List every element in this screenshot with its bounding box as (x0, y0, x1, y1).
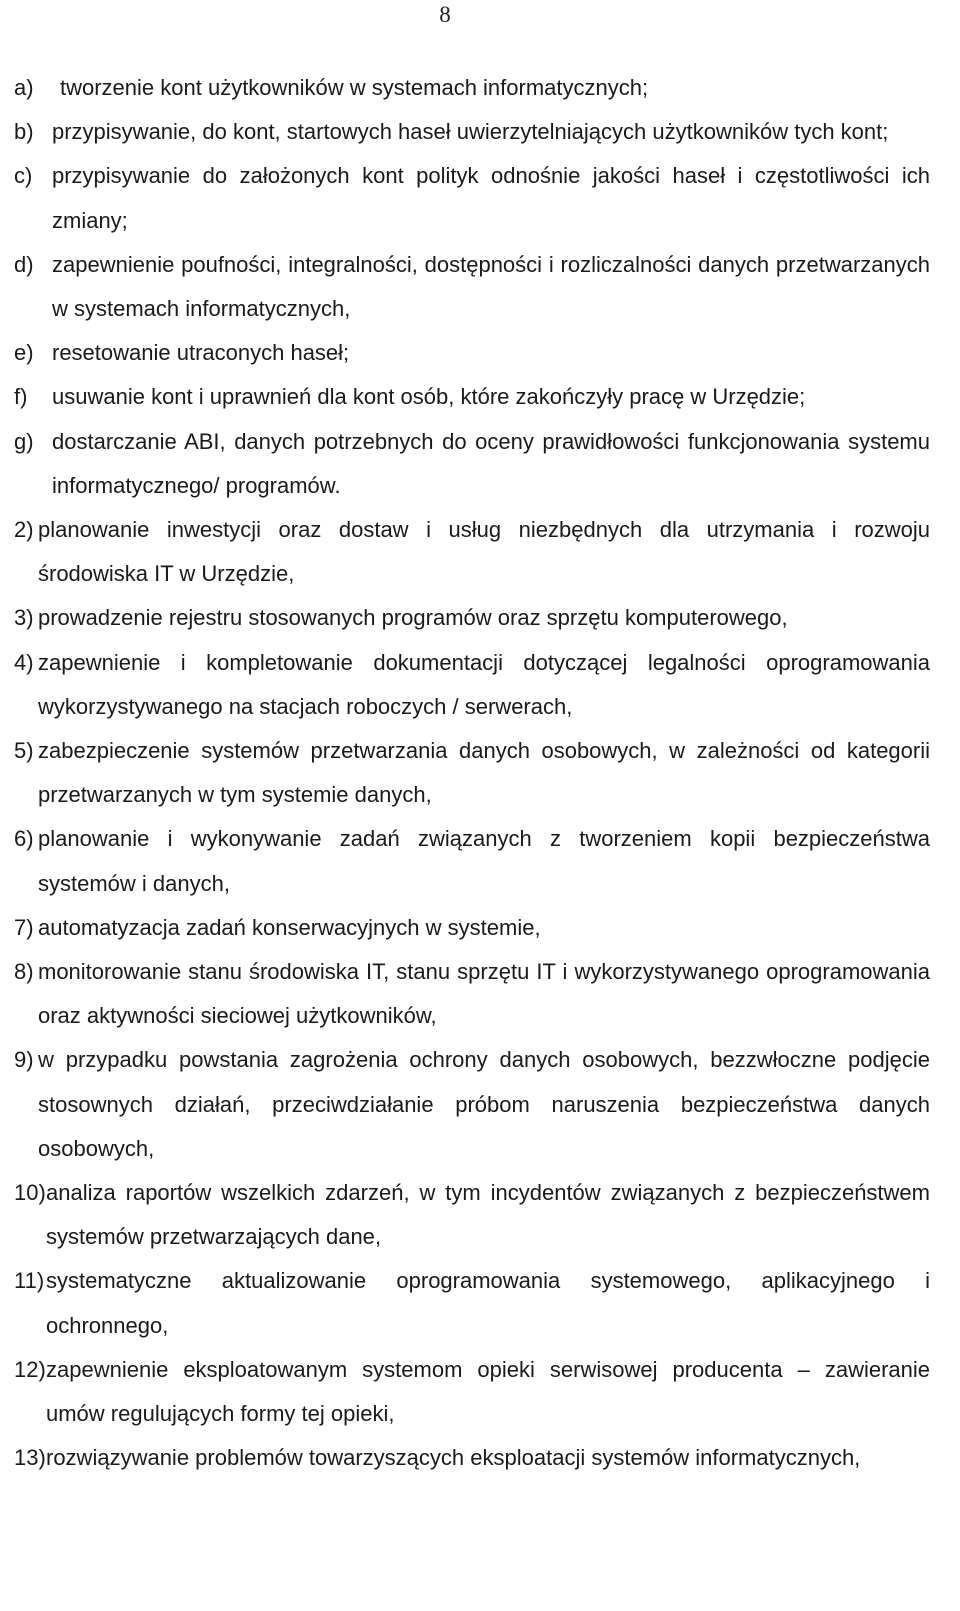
list-marker: 12) (14, 1356, 46, 1382)
list-marker: e) (14, 340, 34, 366)
list-marker: b) (14, 119, 34, 145)
list-item-d (14, 243, 930, 331)
list-marker: 11) (14, 1268, 45, 1294)
list-item-text: zapewnienie poufności, integralności, dostępności i rozliczalności danych przetwarzanych w systemach informatycznych, (52, 251, 930, 322)
list-item-9 (14, 1038, 930, 1171)
list-item-12 (14, 1348, 930, 1436)
list-item-g (14, 420, 930, 508)
list-item-text: resetowanie utraconych haseł; (52, 340, 350, 366)
list-item-3 (14, 596, 930, 640)
list-item-8 (14, 950, 930, 1038)
list-marker: 10) (14, 1180, 46, 1206)
list-item-text: tworzenie kont użytkowników w systemach informatycznych; (60, 75, 649, 100)
list-item-text: prowadzenie rejestru stosowanych programów oraz sprzętu komputerowego, (38, 605, 788, 631)
list-item-11 (14, 1259, 930, 1347)
list-item-text: analiza raportów wszelkich zdarzeń, w tym incydentów związanych z bezpieczeństwem systemów przetwarzających dane, (46, 1180, 930, 1250)
list-item-b (14, 110, 930, 154)
list-item-text: planowanie inwestycji oraz dostaw i usług niezbędnych dla utrzymania i rozwoju środowiska IT w Urzędzie, (38, 517, 930, 587)
list-marker: 13) (14, 1445, 46, 1471)
list-item-10 (14, 1171, 930, 1259)
list-item-7 (14, 906, 930, 950)
list-item-13 (14, 1436, 930, 1480)
list-item-4 (14, 641, 930, 729)
list-marker: 2) (14, 517, 34, 543)
list-marker: g) (14, 428, 34, 454)
list-item-text: automatyzacja zadań konserwacyjnych w systemie, (38, 914, 541, 940)
list-marker: 8) (14, 959, 34, 985)
list-item-e (14, 331, 930, 375)
numbered-list (14, 508, 930, 1480)
list-item-5 (14, 729, 930, 817)
list-item-text: zapewnienie i kompletowanie dokumentacji dotyczącej legalności oprogramowania wykorzystywanego na stacjach roboczych / serwerach, (38, 649, 930, 719)
list-item-text: planowanie i wykonywanie zadań związanych z tworzeniem kopii bezpieczeństwa systemów i danych, (38, 826, 930, 896)
list-item-text: zapewnienie eksploatowanym systemom opieki serwisowej producenta – zawieranie umów regulujących formy tej opieki, (46, 1356, 930, 1427)
list-marker: 4) (14, 649, 34, 675)
list-item-a (14, 66, 930, 110)
list-item-f (14, 375, 930, 419)
list-item-text: przypisywanie do założonych kont polityk odnośnie jakości haseł i częstotliwości ich zmiany; (52, 163, 930, 233)
list-marker: 6) (14, 826, 34, 852)
document-body (14, 66, 930, 1481)
list-item-6 (14, 817, 930, 905)
list-item-text: monitorowanie stanu środowiska IT, stanu sprzętu IT i wykorzystywanego oprogramowania oraz aktywności sieciowej użytkowników, (38, 959, 930, 1029)
list-marker: 7) (14, 914, 34, 940)
list-item-text: dostarczanie ABI, danych potrzebnych do oceny prawidłowości funkcjonowania systemu informatycznego/ programów. (52, 428, 930, 498)
list-marker: d) (14, 251, 34, 277)
list-marker: a) (14, 75, 34, 100)
list-marker: 3) (14, 605, 34, 631)
list-marker: c) (14, 163, 33, 189)
list-marker: 9) (14, 1047, 34, 1073)
list-marker: f) (14, 384, 28, 410)
list-item-text: systematyczne aktualizowanie oprogramowania systemowego, aplikacyjnego i ochronnego, (46, 1268, 930, 1338)
list-item-c (14, 154, 930, 242)
list-marker: 5) (14, 738, 34, 764)
page-number: 8 (439, 2, 451, 27)
list-item-text: rozwiązywanie problemów towarzyszących eksploatacji systemów informatycznych, (46, 1445, 861, 1471)
list-item-2 (14, 508, 930, 596)
list-item-text: usuwanie kont i uprawnień dla kont osób, które zakończyły pracę w Urzędzie; (52, 384, 806, 410)
list-item-text: zabezpieczenie systemów przetwarzania danych osobowych, w zależności od kategorii przetwarzanych w tym systemie danych, (38, 738, 930, 808)
letter-list (14, 66, 930, 508)
list-item-text: przypisywanie, do kont, startowych haseł uwierzytelniających użytkowników tych kont; (52, 119, 889, 145)
list-item-text: w przypadku powstania zagrożenia ochrony danych osobowych, bezzwłoczne podjęcie stosownych działań, przeciwdziałanie próbom naruszenia bezpieczeństwa danych osobowych, (38, 1047, 930, 1161)
